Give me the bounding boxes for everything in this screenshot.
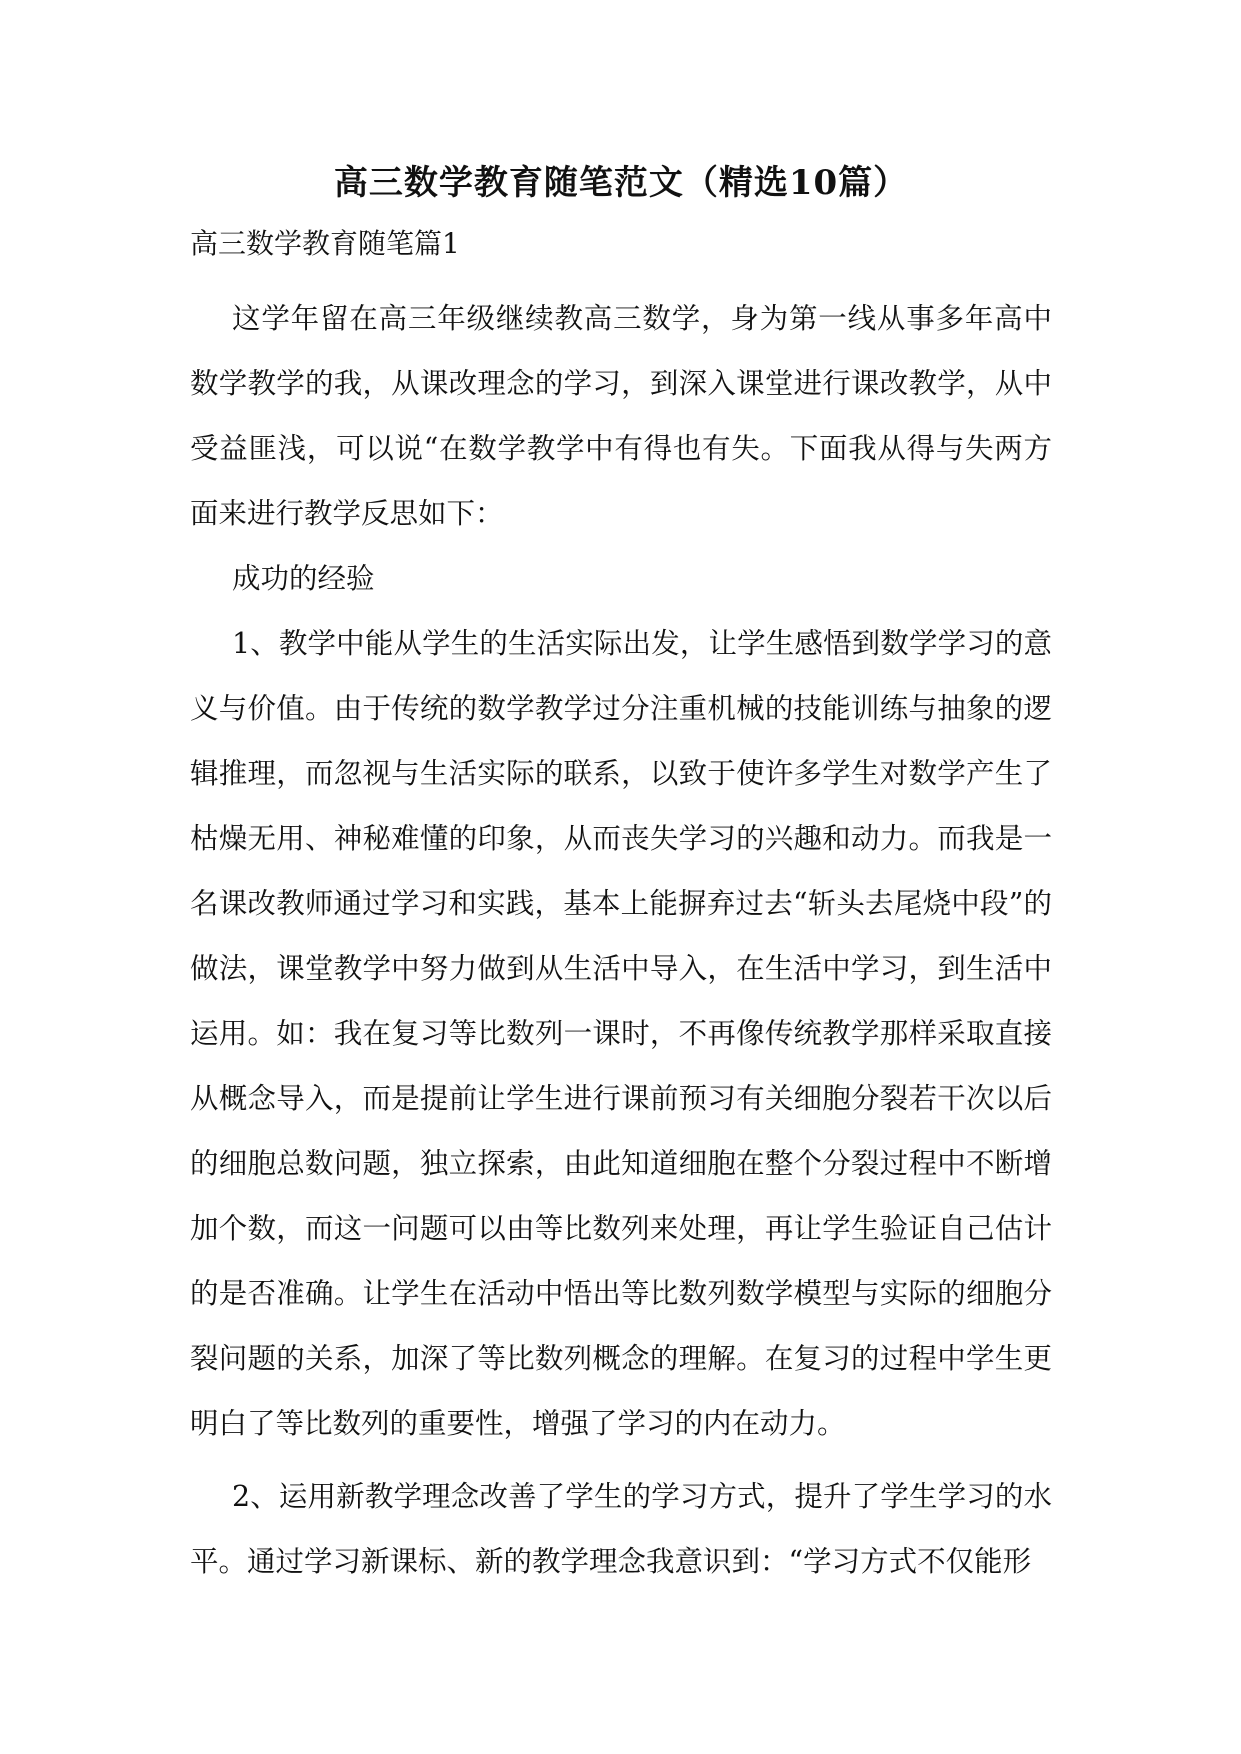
document-body bbox=[190, 158, 1052, 1594]
paragraph-intro: 这学年留在高三年级继续教高三数学，身为第一线从事多年高中数学教学的我，从课改理念的学习，到深入课堂进行课改教学，从中受益匪浅，可以说“在数学教学中有得也有失。下面我从得与失两方面来进行教学反思如下： bbox=[190, 302, 1052, 530]
paragraph-point-2: 2、运用新教学理念改善了学生的学习方式，提升了学生学习的水平。通过学习新课标、新的教学理念我意识到：“学习方式不仅能形 bbox=[190, 1480, 1052, 1578]
paragraph-point-1: 1、教学中能从学生的生活实际出发，让学生感悟到数学学习的意义与价值。由于传统的数学教学过分注重机械的技能训练与抽象的逻辑推理，而忽视与生活实际的联系，以致于使许多学生对数学产生了枯燥无用、神秘难懂的印象，从而丧失学习的兴趣和动力。而我是一名课改教师通过学习和实践，基本上能摒弃过去“斩头去尾烧中段”的做法，课堂教学中努力做到从生活中导入，在生活中学习，到生活中运用。如：我在复习等比数列一课时，不再像传统教学那样采取直接从概念导入，而是提前让学生进行课前预习有关细胞分裂若干次以后的细胞总数问题，独立探索，由此知道细胞在整个分裂过程中不断增加个数，而这一问题可以由等比数列来处理，再让学生验证自己估计的是否准确。让学生在活动中悟出等比数列数学模型与实际的细胞分裂问题的关系，加深了等比数列概念的理解。在复习的过程中学生更明白了等比数列的重要性，增强了学习的内在动力。 bbox=[190, 627, 1052, 1440]
paragraph-success-heading: 成功的经验 bbox=[232, 562, 375, 595]
section-heading: 高三数学教育随笔篇1 bbox=[190, 227, 460, 260]
document-title: 高三数学教育随笔范文（精选10篇） bbox=[333, 163, 909, 203]
